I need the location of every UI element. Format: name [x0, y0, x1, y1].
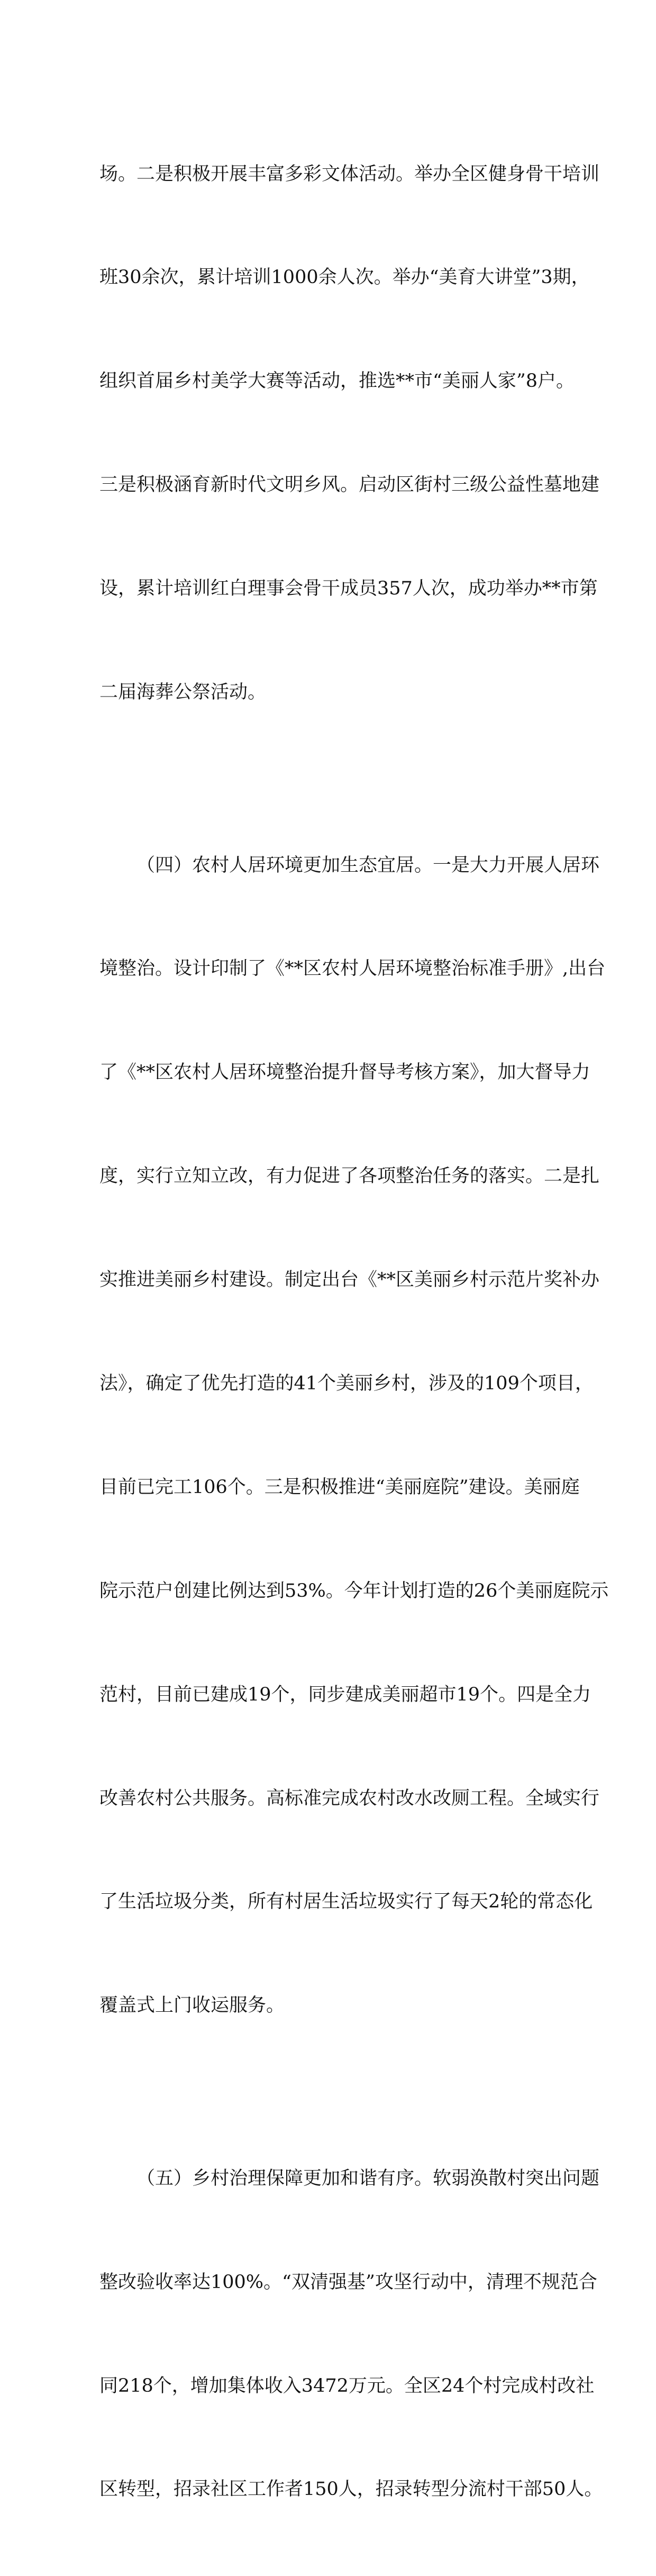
- text-line: 同218个，增加集体收入3472万元。全区24个村完成村改社: [99, 2375, 595, 2397]
- text-line: 目前已完工106个。三是积极推进“美丽庭院”建设。美丽庭: [99, 1476, 580, 1498]
- text-line: （四）农村人居环境更加生态宜居。一是大力开展人居环: [136, 854, 600, 876]
- text-line: 区转型，招录社区工作者150人，招录转型分流村干部50人。: [99, 2479, 603, 2500]
- paragraph-living-environment: [99, 779, 609, 2092]
- body-text: [99, 88, 609, 2576]
- text-line: 场。二是积极开展丰富多彩文体活动。举办全区健身骨干培训: [99, 163, 600, 185]
- text-line: 覆盖式上门收运服务。: [99, 1995, 285, 2017]
- text-line: 法》，确定了优先打造的41个美丽乡村，涉及的109个项目，: [99, 1372, 594, 1394]
- text-line: 范村，目前已建成19个，同步建成美丽超市19个。四是全力: [99, 1684, 591, 1705]
- text-line: 三是积极涵育新时代文明乡风。启动区街村三级公益性墓地建: [99, 474, 600, 496]
- text-line: 了《**区农村人居环境整治提升督导考核方案》，加大督导力: [99, 1062, 590, 1083]
- text-line: （五）乡村治理保障更加和谐有序。软弱涣散村突出问题: [136, 2167, 600, 2189]
- text-line: 组织首届乡村美学大赛等活动，推选**市“美丽人家”8户。: [99, 370, 575, 392]
- paragraph-culture: [99, 88, 600, 779]
- text-line: 了生活垃圾分类，所有村居生活垃圾实行了每天2轮的常态化: [99, 1891, 593, 1913]
- text-line: 班30余次，累计培训1000余人次。举办“美育大讲堂”3期，: [99, 267, 590, 288]
- text-line: 境整治。设计印制了《**区农村人居环境整治标准手册》,出台: [99, 958, 606, 980]
- text-line: 整改验收率达100%。“双清强基”攻坚行动中，清理不规范合: [99, 2271, 597, 2293]
- paragraph-rural-governance: [99, 2092, 603, 2576]
- text-line: 二届海葬公祭活动。: [99, 682, 267, 703]
- text-line: 改善农村公共服务。高标准完成农村改水改厕工程。全域实行: [99, 1787, 600, 1809]
- text-line: 院示范户创建比例达到53%。今年计划打造的26个美丽庭院示: [99, 1580, 609, 1602]
- text-line: 度，实行立知立改，有力促进了各项整治任务的落实。二是扎: [99, 1165, 600, 1187]
- text-line: 实推进美丽乡村建设。制定出台《**区美丽乡村示范片奖补办: [99, 1269, 600, 1291]
- text-line: 设，累计培训红白理事会骨干成员357人次，成功举办**市第: [99, 578, 598, 600]
